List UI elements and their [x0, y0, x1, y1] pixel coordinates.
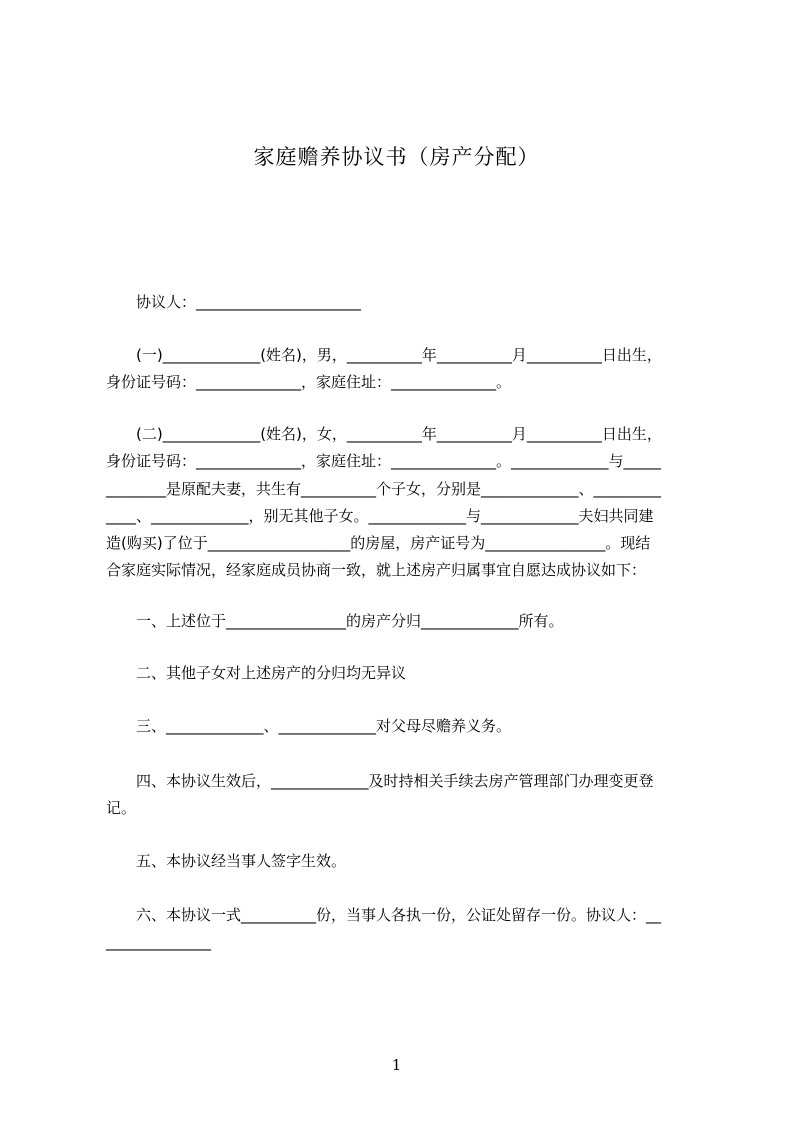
document-title: 家庭赡养协议书（房产分配） [253, 145, 540, 169]
party-two-line-3: ________是原配夫妻，共生有__________个子女，分别是_____________、_________ [106, 480, 662, 498]
clause-six-line-1: 六、本协议一式__________份，当事人各执一份，公证处留存一份。协议人：__ [136, 906, 662, 924]
clause-two: 二、其他子女对上述房产的分归均无异议 [136, 664, 407, 682]
party-line: 协议人：______________________ [136, 293, 362, 311]
page-number: 1 [391, 1056, 402, 1074]
party-two-line-5: 造(购买)了位于___________________的房屋，房产证号为________________。现结 [106, 534, 651, 552]
clause-one: 一、上述位于________________的房产分归_____________所有。 [136, 612, 564, 630]
clause-four-line-2: 记。 [106, 799, 137, 817]
party-two-line-1: (二)_____________(姓名)，女，__________年__________月__________日出生， [136, 425, 662, 443]
party-two-line-4: ____、_____________，别无其他子女。_____________与_____________夫妇共同建 [106, 507, 654, 525]
party-one-line-1: (一)_____________(姓名)，男，__________年__________月__________日出生， [136, 346, 662, 364]
party-one-line-2: 身份证号码：______________，家庭住址：______________。 [106, 373, 512, 391]
party-two-line-6: 合家庭实际情况，经家庭成员协商一致，就上述房产归属事宜自愿达成协议如下： [106, 561, 647, 579]
clause-four-line-1: 四、本协议生效后，_____________及时持相关手续去房产管理部门办理变更登 [136, 772, 654, 790]
clause-five: 五、本协议经当事人签字生效。 [136, 852, 347, 870]
party-two-line-2: 身份证号码：______________，家庭住址：______________。_____________与_____ [106, 452, 662, 470]
clause-six-line-2: ______________ [106, 933, 211, 951]
clause-three: 三、_____________、_____________对父母尽赡养义务。 [136, 717, 512, 735]
